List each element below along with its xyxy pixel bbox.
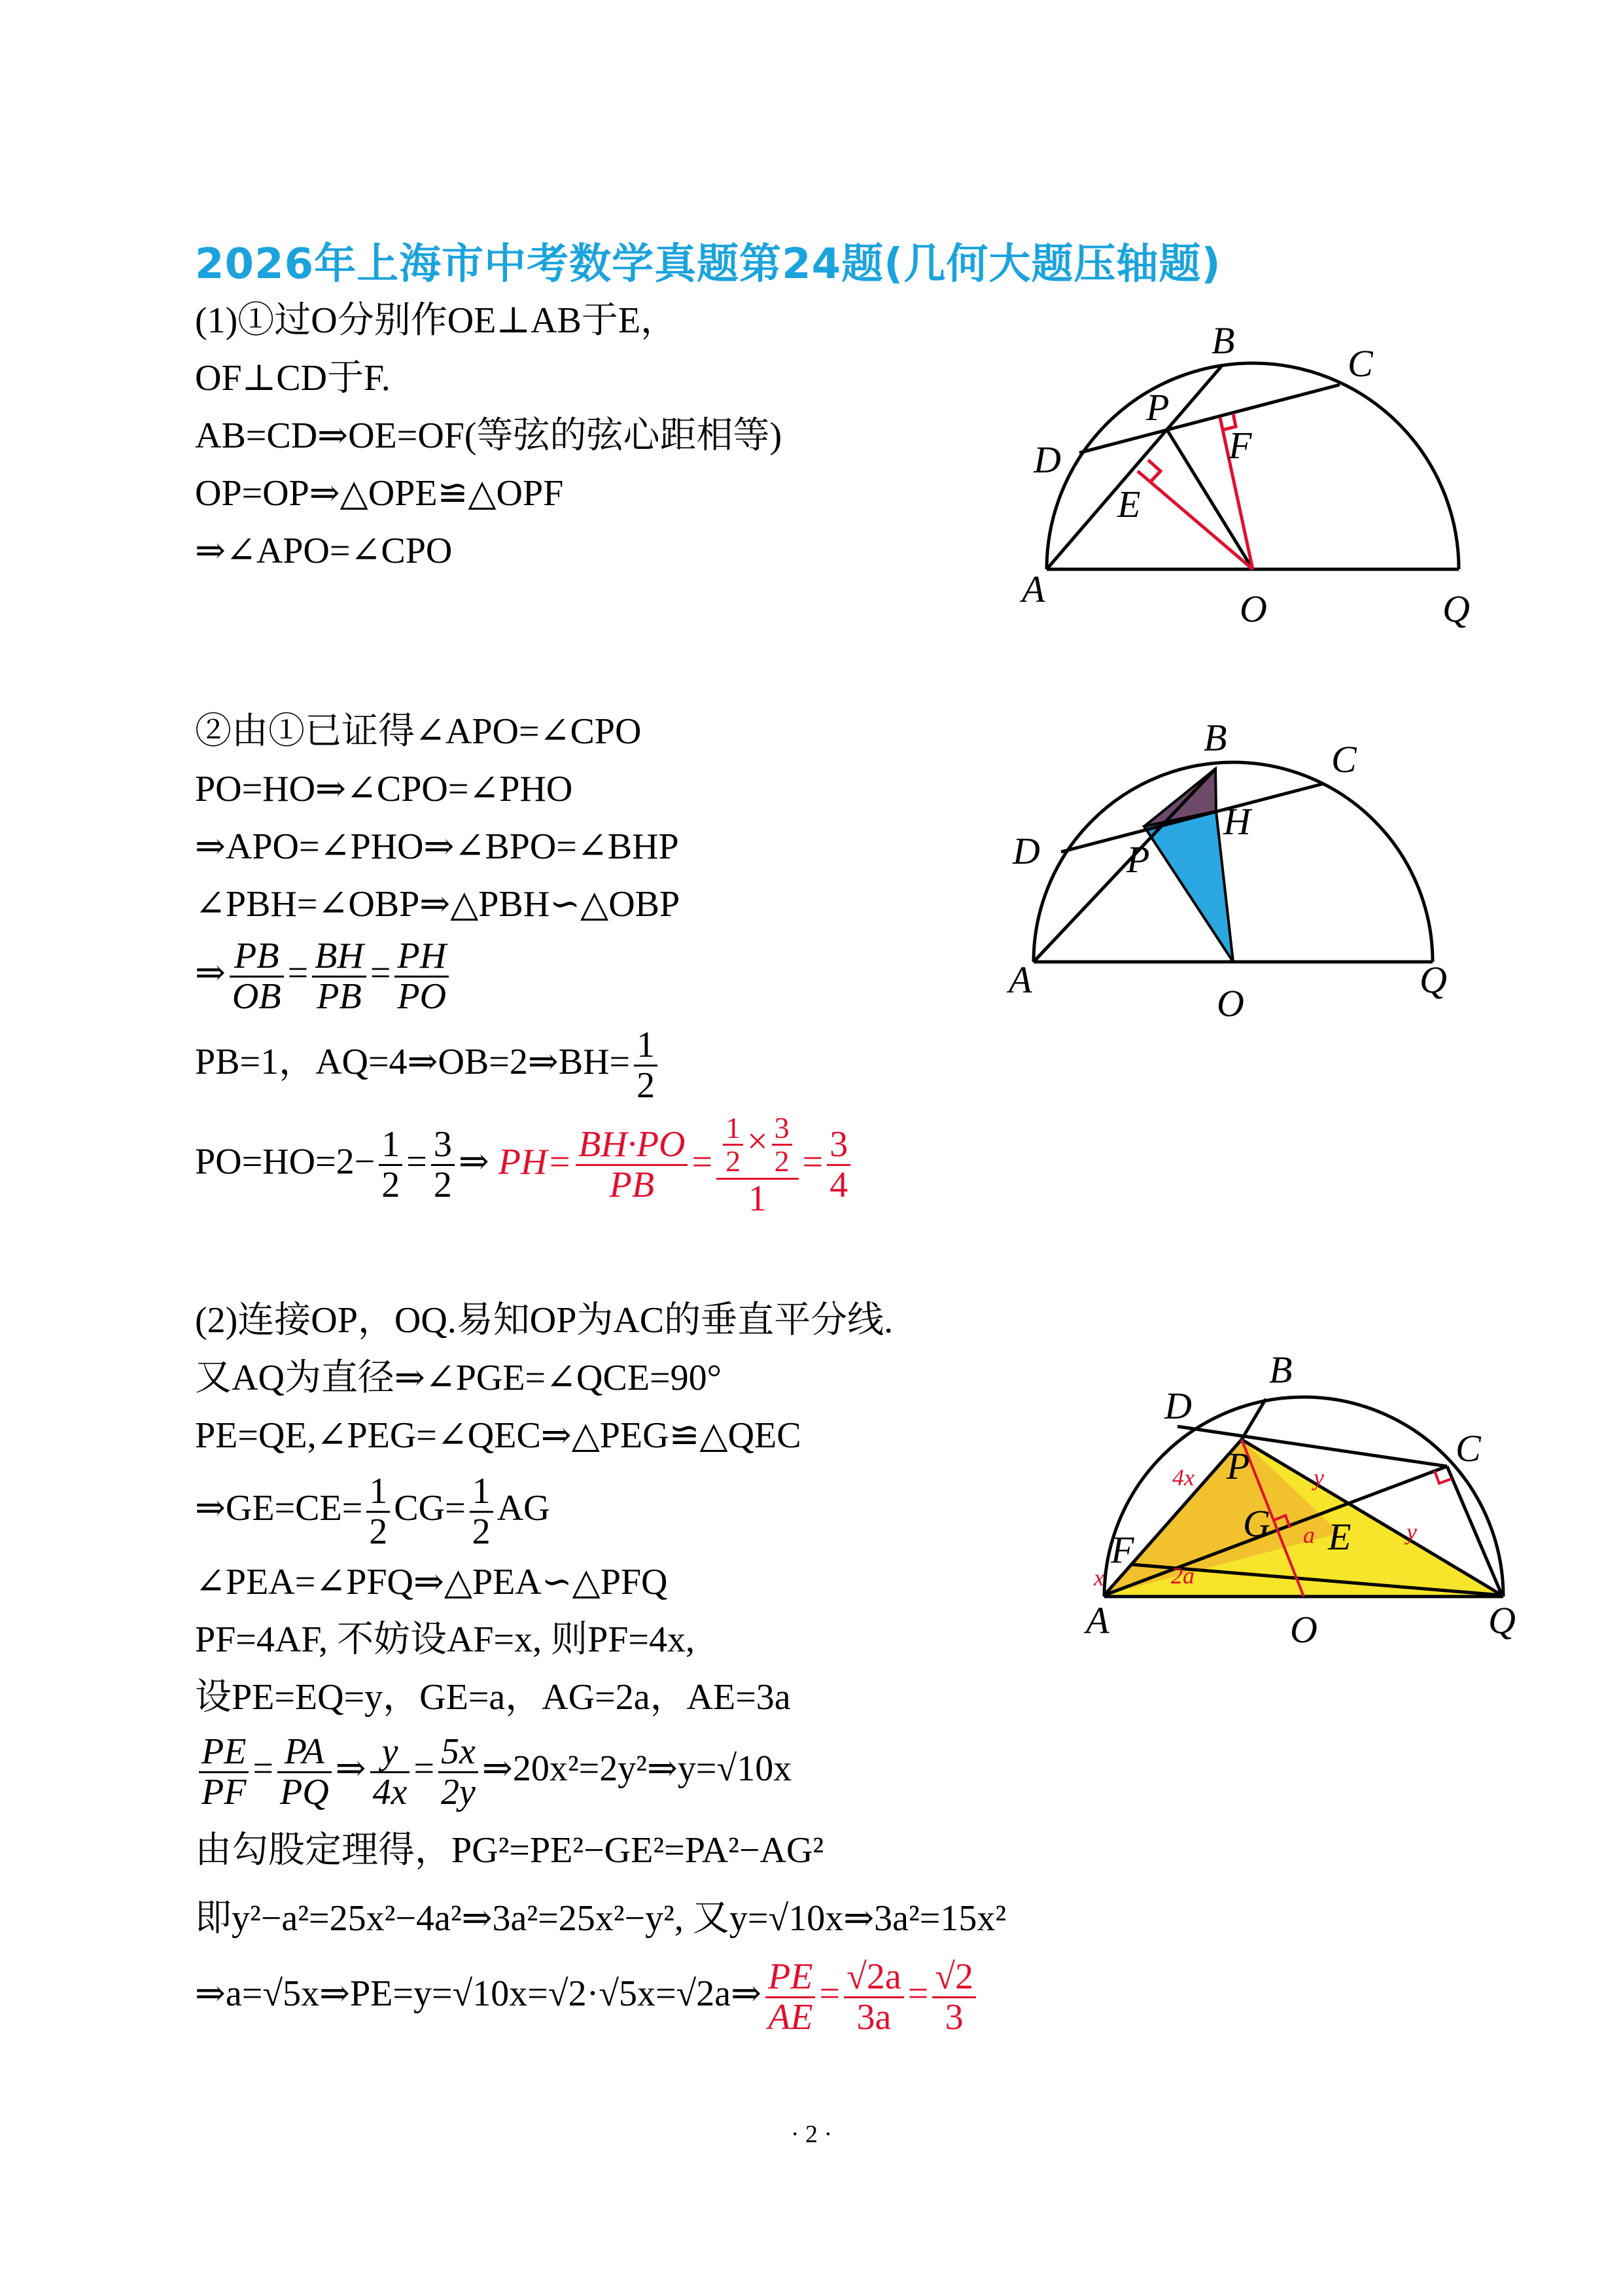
frac-den: PB — [609, 1165, 655, 1206]
part3-line-6: PF=4AF, 不妨设AF=x, 则PF=4x, — [195, 1619, 695, 1660]
mark-y-pe: y — [1314, 1464, 1324, 1491]
label-f: F — [1111, 1528, 1134, 1571]
frac-num: √2a — [844, 1958, 904, 1998]
eq-sign: = — [819, 1973, 841, 2015]
frac-num: 3 — [772, 1112, 792, 1146]
frac-num: 1 — [723, 1112, 743, 1146]
frac-den: PB — [317, 976, 362, 1017]
part3-line-3: PE=QE,∠PEG=∠QEC⇒△PEG≌△QEC — [195, 1415, 801, 1456]
page-title: 2026年上海市中考数学真题第24题(几何大题压轴题) — [195, 240, 1221, 289]
line7-pre: PO=HO=2− — [195, 1141, 375, 1182]
label-g: G — [1243, 1502, 1270, 1545]
eq-sign: = — [406, 1141, 427, 1182]
line4-post: AG — [497, 1488, 550, 1529]
frac-pe-ae — [765, 1958, 815, 2037]
label-o: O — [1240, 588, 1267, 630]
frac-den: PO — [397, 976, 447, 1017]
eq-sign: = — [413, 1748, 435, 1790]
frac-bh-pb — [312, 937, 366, 1016]
frac-c1 — [723, 1112, 743, 1178]
part2-line-1: ②由①已证得∠APO=∠CPO — [195, 711, 642, 752]
figure-3 — [1066, 1340, 1544, 1674]
frac-5x-2y — [438, 1733, 478, 1812]
frac-den: OB — [232, 976, 281, 1017]
part2-line-6 — [195, 1026, 661, 1105]
frac-den: PF — [201, 1771, 247, 1812]
label-b: B — [1269, 1349, 1293, 1391]
right-angle-e — [1148, 460, 1161, 482]
frac-den: 3a — [856, 1996, 892, 2038]
frac-r2-3 — [932, 1958, 976, 2037]
answer-ph — [498, 1111, 855, 1219]
label-d: D — [1013, 830, 1040, 872]
frac-num: 1 — [366, 1472, 390, 1513]
frac-den: 2 — [433, 1165, 452, 1206]
line8-post: ⇒20x²=2y²⇒y=√10x — [481, 1748, 792, 1790]
label-c: C — [1331, 738, 1357, 781]
mark-2a: 2a — [1171, 1563, 1195, 1589]
part2-line-7 — [195, 1112, 854, 1218]
frac-pe-pf — [199, 1733, 249, 1812]
frac-num: PE — [765, 1958, 815, 1998]
frac-c2 — [772, 1112, 792, 1178]
frac-num: PH — [394, 937, 449, 978]
times-sign: × — [747, 1121, 768, 1162]
mark-a: a — [1303, 1522, 1315, 1548]
label-a: A — [1022, 568, 1045, 610]
frac-3-2 — [431, 1125, 455, 1205]
label-f: F — [1229, 424, 1252, 467]
page-number: · 2 · — [790, 2121, 833, 2148]
semicircle-arc — [1047, 363, 1459, 569]
label-o: O — [1217, 982, 1244, 1025]
frac-num: 1 — [470, 1472, 493, 1513]
triangle-obp — [1144, 811, 1233, 962]
frac-num: PE — [199, 1733, 249, 1773]
frac-num: PB — [230, 937, 284, 978]
mark-x: x — [1094, 1564, 1104, 1591]
frac-half-a — [366, 1472, 390, 1551]
frac-y-4x — [370, 1733, 410, 1812]
label-p: P — [1126, 838, 1150, 881]
label-d: D — [1164, 1385, 1192, 1427]
frac-den: 2 — [725, 1144, 741, 1178]
frac-den: 2 — [369, 1511, 388, 1552]
label-b: B — [1212, 319, 1235, 362]
part3-line-4 — [195, 1472, 550, 1551]
line11-pre: ⇒a=√5x⇒PE=y=√10x=√2·√5x=√2a⇒ — [195, 1973, 762, 2015]
label-c: C — [1348, 342, 1373, 385]
frac-num: y — [370, 1733, 410, 1773]
part1-line-4: OP=OP⇒△OPE≌△OPF — [195, 473, 564, 514]
label-o: O — [1290, 1608, 1318, 1651]
label-q: Q — [1488, 1599, 1516, 1642]
ratio-prefix: ⇒ — [195, 953, 226, 994]
implies-arrow: ⇒ — [335, 1748, 366, 1790]
part3-line-11 — [195, 1958, 980, 2037]
part2-line-2: PO=HO⇒∠CPO=∠PHO — [195, 769, 573, 809]
frac-pa-pq — [277, 1733, 332, 1812]
frac-num: 3 — [431, 1125, 455, 1166]
figure-2 — [1001, 710, 1537, 1031]
frac-den: 4x — [372, 1771, 408, 1812]
frac-den: PQ — [280, 1771, 329, 1812]
frac-den: 3 — [945, 1996, 964, 2038]
label-a: A — [1086, 1599, 1109, 1642]
label-e: E — [1117, 483, 1141, 525]
label-a: A — [1009, 959, 1032, 1001]
eq-sign: = — [802, 1141, 824, 1182]
frac-num: BH — [312, 937, 366, 978]
label-p: P — [1227, 1445, 1250, 1487]
frac-den: 2 — [774, 1144, 790, 1178]
semicircle-arc — [1034, 762, 1433, 962]
frac-bhpo-pb — [576, 1125, 688, 1205]
answer-pe-ae — [761, 1956, 980, 2038]
line4-pre: ⇒GE=CE= — [195, 1488, 363, 1529]
frac-num: 1 — [379, 1125, 402, 1166]
part3-line-7: 设PE=EQ=y，GE=a，AG=2a，AE=3a — [195, 1677, 791, 1718]
frac-num: 3 — [827, 1125, 850, 1166]
chord-dc — [1079, 385, 1340, 453]
label-q: Q — [1420, 959, 1447, 1001]
part3-line-8 — [195, 1733, 792, 1812]
compound-den: 1 — [748, 1178, 767, 1219]
chord-db — [1178, 1426, 1447, 1466]
frac-den: 4 — [829, 1165, 848, 1206]
mark-4x: 4x — [1172, 1464, 1195, 1491]
frac-num: √2 — [932, 1958, 976, 1998]
frac-num: PA — [277, 1733, 332, 1773]
part3-line-5: ∠PEA=∠PFQ⇒△PEA∽△PFQ — [195, 1562, 668, 1602]
line4-mid: CG= — [394, 1488, 466, 1529]
part3-line-2: 又AQ为直径⇒∠PGE=∠QCE=90° — [195, 1358, 722, 1398]
compound-num — [716, 1112, 799, 1180]
label-q: Q — [1442, 588, 1470, 630]
frac-num: 5x — [438, 1733, 478, 1773]
eq-sign: = — [253, 1748, 274, 1790]
part2-line-3: ⇒APO=∠PHO⇒∠BPO=∠BHP — [195, 826, 679, 867]
frac-ph-po — [394, 937, 449, 1016]
part1-line-1: (1)①过O分别作OE⊥AB于E， — [195, 300, 678, 341]
frac-num: 1 — [634, 1026, 657, 1067]
frac-den: 2 — [637, 1065, 655, 1106]
part3-line-1: (2)连接OP，OQ.易知OP为AC的垂直平分线. — [195, 1300, 894, 1341]
part1-line-3: AB=CD⇒OE=OF(等弦的弦心距相等) — [195, 415, 782, 456]
line6-text: PB=1，AQ=4⇒OB=2⇒BH= — [195, 1042, 631, 1083]
label-d: D — [1034, 438, 1061, 481]
frac-half-b — [470, 1472, 493, 1551]
part1-line-2: OF⊥CD于F. — [195, 358, 391, 398]
eq-sign: = — [691, 1141, 713, 1182]
figure-1 — [1007, 308, 1531, 648]
frac-den: AE — [768, 1996, 813, 2038]
part3-line-10: 即y²−a²=25x²−4a²⇒3a²=25x²−y², 又y=√10x⇒3a²=15x² — [195, 1898, 1007, 1939]
frac-pb-ob — [230, 937, 284, 1016]
ph-eq: PH= — [498, 1141, 572, 1182]
part1-line-5: ⇒∠APO=∠CPO — [195, 531, 453, 571]
frac-half — [634, 1026, 657, 1105]
frac-num: BH·PO — [576, 1125, 688, 1166]
part3-line-9: 由勾股定理得，PG²=PE²−GE²=PA²−AG² — [195, 1830, 824, 1871]
label-h: H — [1223, 800, 1251, 843]
label-e: E — [1328, 1515, 1352, 1558]
part2-ratio-line: ⇒ $\frac{PB}{OB}$ = $\frac{BH}{PB}$ = $\frac{PH}{PO}$ — [195, 937, 453, 1016]
part2-line-4: ∠PBH=∠OBP⇒△PBH∽△OBP — [195, 884, 680, 925]
frac-3-4 — [827, 1125, 850, 1205]
eq-sign: = — [907, 1973, 929, 2015]
label-c: C — [1456, 1427, 1481, 1470]
frac-1-2 — [379, 1125, 402, 1205]
frac-den: 2 — [381, 1165, 400, 1206]
label-b: B — [1204, 716, 1227, 759]
implies-arrow: ⇒ — [458, 1141, 489, 1182]
frac-compound — [716, 1112, 799, 1218]
frac-r2a-3a — [844, 1958, 904, 2037]
label-p: P — [1146, 386, 1170, 429]
frac-den: 2 — [472, 1511, 491, 1552]
frac-den: 2y — [441, 1771, 476, 1812]
mark-y-cq: y — [1406, 1519, 1417, 1545]
